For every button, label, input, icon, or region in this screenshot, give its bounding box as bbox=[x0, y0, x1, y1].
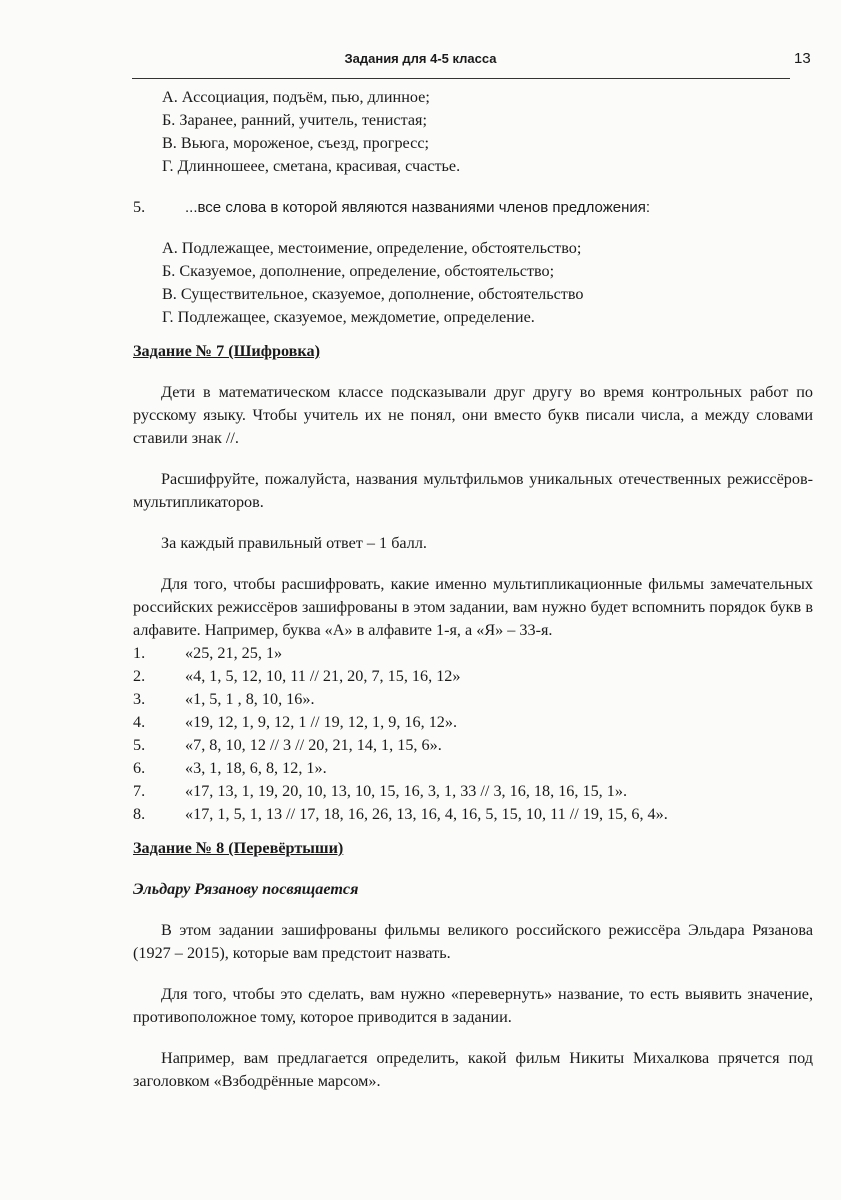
list-item-code: «17, 13, 1, 19, 20, 10, 13, 10, 15, 16, 3, 1, 33 // 3, 16, 18, 16, 15, 1». bbox=[185, 782, 628, 800]
option-a: А. Подлежащее, местоимение, определение, обстоятельство; bbox=[162, 239, 582, 257]
list-item-number: 5. bbox=[133, 736, 146, 754]
option-b: Б. Заранее, ранний, учитель, тенистая; bbox=[162, 111, 427, 129]
option-d: Г. Подлежащее, сказуемое, междометие, определение. bbox=[162, 308, 535, 326]
list-item-code: «25, 21, 25, 1» bbox=[185, 644, 283, 662]
task-7-title: Задание № 7 (Шифровка) bbox=[133, 342, 320, 360]
list-item bbox=[133, 780, 813, 803]
list-item-code: «4, 1, 5, 12, 10, 11 // 21, 20, 7, 15, 16, 12» bbox=[185, 667, 461, 685]
page-body bbox=[133, 86, 813, 1093]
list-item-code: «3, 1, 18, 6, 8, 12, 1». bbox=[185, 759, 327, 777]
list-item bbox=[133, 711, 813, 734]
option-d: Г. Длинношеее, сметана, красивая, счастье. bbox=[162, 157, 461, 175]
list-item bbox=[133, 665, 813, 688]
list-item-number: 8. bbox=[133, 805, 146, 823]
list-item-number: 4. bbox=[133, 713, 146, 731]
question-5 bbox=[133, 196, 813, 219]
task-8-paragraph-1: В этом задании зашифрованы фильмы великого российского режиссёра Эльдара Рязанова (1927 – 2015), которые вам предстоит назвать. bbox=[133, 921, 813, 962]
list-item bbox=[133, 642, 813, 665]
question-text: ...все слова в которой являются названиями членов предложения: bbox=[185, 199, 651, 216]
task-8-title: Задание № 8 (Перевёртыши) bbox=[133, 839, 344, 857]
page-number: 13 bbox=[794, 50, 811, 67]
list-item-number: 2. bbox=[133, 667, 146, 685]
task-7-paragraph-2: Расшифруйте, пожалуйста, названия мультфильмов уникальных отечественных режиссёров-мультипликаторов. bbox=[133, 470, 813, 511]
option-b: Б. Сказуемое, дополнение, определение, обстоятельство; bbox=[162, 262, 555, 280]
question-number: 5. bbox=[133, 198, 146, 216]
cipher-list bbox=[133, 642, 813, 826]
task-7-paragraph-1: Дети в математическом классе подсказывали друг другу во время контрольных работ по русскому языку. Чтобы учитель их не понял, они вместо букв писали числа, а между словами ставили знак //. bbox=[133, 383, 813, 447]
list-item-code: «7, 8, 10, 12 // 3 // 20, 21, 14, 1, 15, 6». bbox=[185, 736, 442, 754]
list-item-code: «19, 12, 1, 9, 12, 1 // 19, 12, 1, 9, 16, 12». bbox=[185, 713, 458, 731]
option-c: В. Вьюга, мороженое, съезд, прогресс; bbox=[162, 134, 429, 152]
list-item bbox=[133, 803, 813, 826]
task-8-paragraph-3: Например, вам предлагается определить, какой фильм Никиты Михалкова прячется под заголовком «Взбодрённые марсом». bbox=[133, 1049, 813, 1090]
running-header: Задания для 4-5 класса bbox=[344, 51, 497, 66]
prev-question-options bbox=[133, 86, 813, 178]
list-item-number: 3. bbox=[133, 690, 146, 708]
list-item bbox=[133, 734, 813, 757]
list-item-number: 7. bbox=[133, 782, 146, 800]
list-item bbox=[133, 688, 813, 711]
task-8-paragraph-2: Для того, чтобы это сделать, вам нужно «перевернуть» название, то есть выявить значение, противоположное тому, которое приводится в задании. bbox=[133, 985, 813, 1026]
task-7-paragraph-3: За каждый правильный ответ – 1 балл. bbox=[161, 534, 427, 552]
task-8-subtitle: Эльдару Рязанову посвящается bbox=[133, 880, 359, 898]
list-item-code: «17, 1, 5, 1, 13 // 17, 18, 16, 26, 13, 16, 4, 16, 5, 15, 10, 11 // 19, 15, 6, 4». bbox=[185, 805, 668, 823]
list-item-number: 6. bbox=[133, 759, 146, 777]
question-5-options bbox=[133, 237, 813, 329]
list-item bbox=[133, 757, 813, 780]
option-c: В. Существительное, сказуемое, дополнение, обстоятельство bbox=[162, 285, 584, 303]
option-a: А. Ассоциация, подъём, пью, длинное; bbox=[162, 88, 430, 106]
header-divider bbox=[132, 78, 790, 79]
list-item-code: «1, 5, 1 , 8, 10, 16». bbox=[185, 690, 315, 708]
task-7-paragraph-4: Для того, чтобы расшифровать, какие именно мультипликационные фильмы замечательных российских режиссёров зашифрованы в этом задании, вам нужно будет вспомнить порядок букв в алфавите. Например, буква «А» в алфавите 1-я, а «Я» – 33-я. bbox=[133, 575, 813, 639]
list-item-number: 1. bbox=[133, 644, 146, 662]
